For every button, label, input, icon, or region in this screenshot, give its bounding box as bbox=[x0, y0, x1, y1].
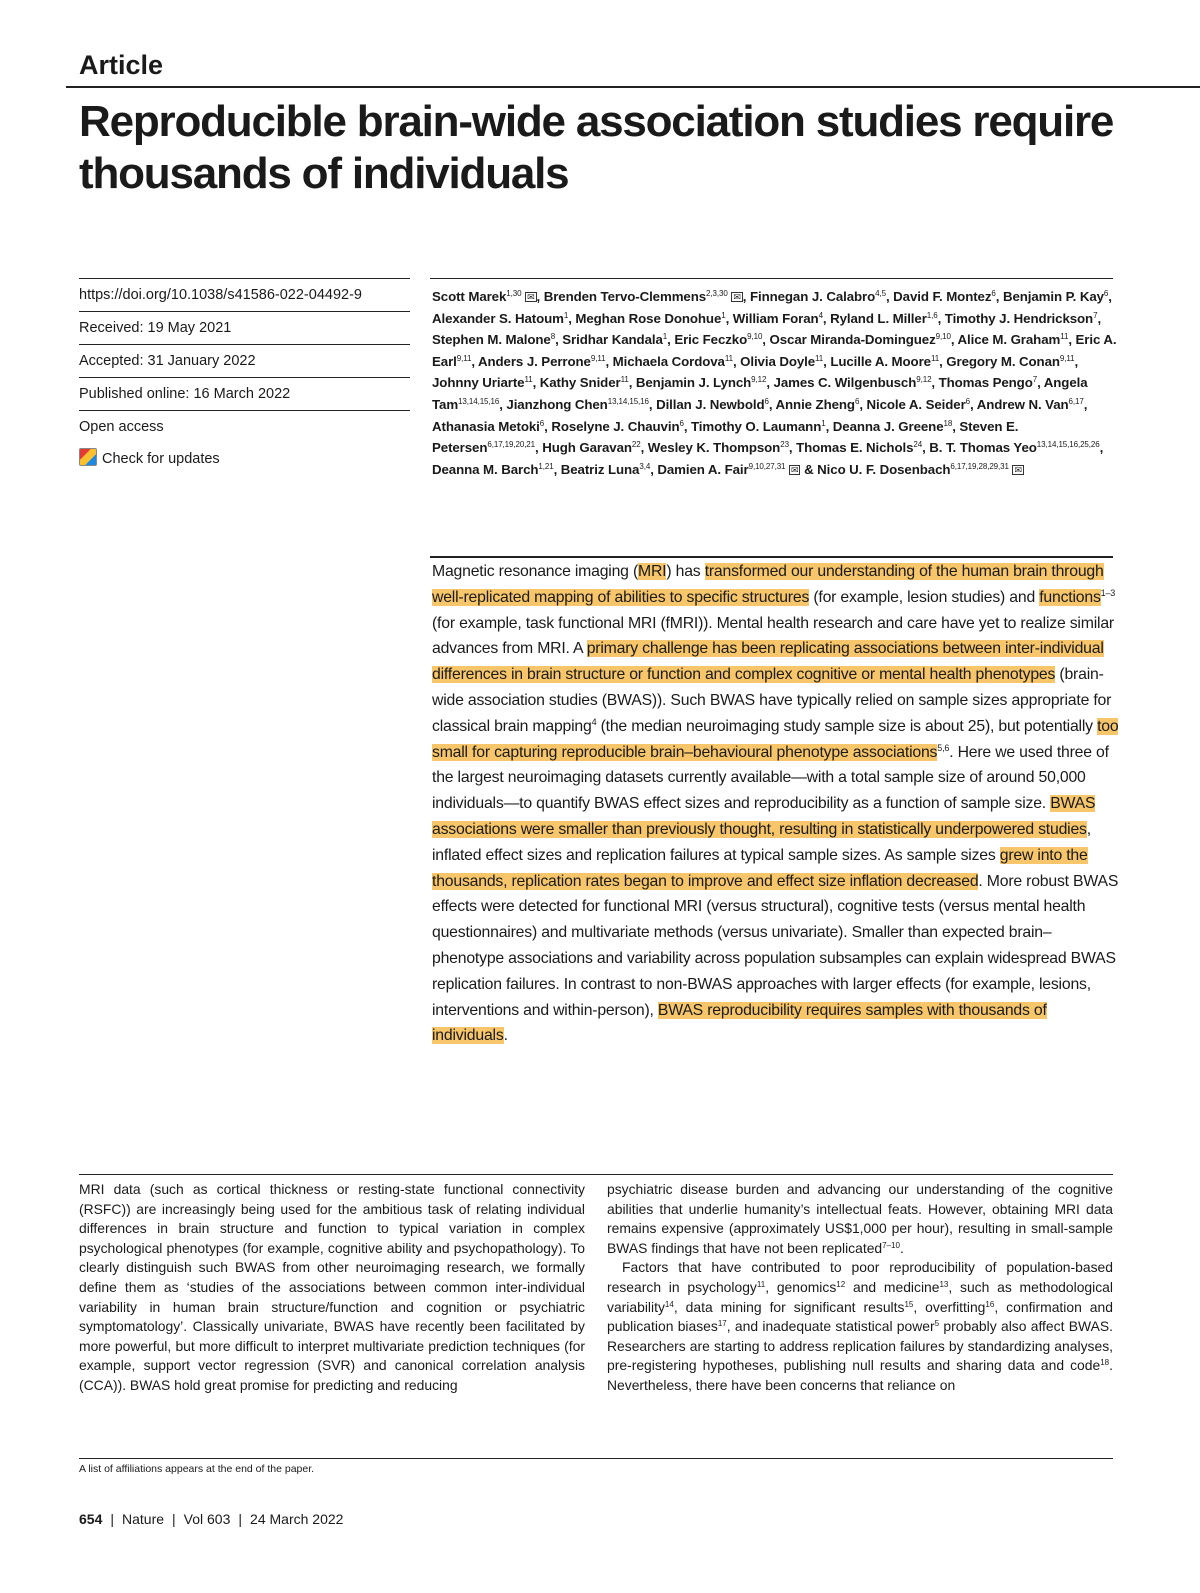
affiliation-note: A list of affiliations appears at the end of the paper. bbox=[79, 1463, 315, 1475]
author-list: Scott Marek$^{1,30}$ ✉ , Brenden Tervo-Clemmens$^{2,3,30}$ ✉ , Finnegan J. Calabro$^{4,5}$, David F. Montez$^6$, Benjamin P. Kay$^6$, Alexander S. Hatoum$^1$, Meghan Rose Donohue$^1$, William Foran$^4$, Ryland L. Miller$^{1,6}$, Timothy J. Hendrickson$^7$, Stephen M. Malone$^8$, Sridhar Kandala$^1$, Eric Feczko$^{9,10}$, Oscar Miranda-Dominguez$^{9,10}$, Alice M. Graham$^{11}$, Eric A. Earl$^{9,11}$, Anders J. Perrone$^{9,11}$, Michaela Cordova$^{11}$, Olivia Doyle$^{11}$, Lucille A. Moore$^{11}$, Gregory M. Conan$^{9,11}$, Johnny Uriarte$^{11}$, Kathy Snider$^{11}$, Benjamin J. Lynch$^{9,12}$, James C. Wilgenbusch$^{9,12}$, Thomas Pengo$^7$, Angela Tam$^{13,14,15,16}$, Jianzhong Chen$^{13,14,15,16}$, Dillan J. Newbold$^6$, Annie Zheng$^6$, Nicole A. Seider$^6$, Andrew N. Van$^{6,17}$, Athanasia Metoki$^6$, Roselyne J. Chauvin$^6$, Timothy O. Laumann$^1$, Deanna J. Greene$^{18}$, Steven E. Petersen$^{6,17,19,20,21}$, Hugh Garavan$^{22}$, Wesley K. Thompson$^{23}$, Thomas E. Nichols$^{24}$, B. T. Thomas Yeo$^{13,14,15,16,25,26}$, Deanna M. Barch$^{1,21}$, Beatriz Luna$^{3,4}$, Damien A. Fair$^{9,10,27,31}$ ✉ & Nico U. F. Dosenbach$^{6,17,19,28,29,31}$ ✉ bbox=[432, 289, 1117, 477]
authors-rule bbox=[430, 278, 1113, 279]
check-updates-icon bbox=[79, 448, 97, 466]
article-meta bbox=[79, 278, 410, 475]
issue-date: 24 March 2022 bbox=[250, 1511, 344, 1527]
section-label: Article bbox=[79, 50, 164, 80]
article-title: Reproducible brain-wide association studies require thousands of individuals bbox=[79, 97, 1114, 198]
published-date: Published online: 16 March 2022 bbox=[79, 377, 410, 410]
check-updates-label: Check for updates bbox=[102, 451, 220, 467]
body-column-right bbox=[607, 1180, 1113, 1396]
body-rule bbox=[79, 1174, 1113, 1175]
open-access: Open access bbox=[79, 410, 410, 443]
page-number: 654 bbox=[79, 1511, 103, 1527]
top-rule bbox=[66, 86, 1200, 88]
body-paragraph: MRI data (such as cortical thickness or resting-state functional connectivity (RSFC)) are increasingly being used for the ambitious task of relating individual differences in brain structure and function to typical variation in complex psychological phenotypes (for example, cognitive ability and psychopathology). To clearly distinguish such BWAS from other neuroimaging research, we formally define them as ‘studies of the associations between common inter-individual variability in human brain structure/function and cognition or psychiatric symptomatology’. Classically univariate, BWAS have recently been facilitated by more powerful, but more difficult to interpret multivariate prediction techniques (for example, support vector regression (SVR) and canonical correlation analysis (CCA)). BWAS hold great promise for predicting and reducing bbox=[79, 1181, 585, 1393]
page-footer: 654 | Nature | Vol 603 | 24 March 2022 bbox=[79, 1511, 344, 1527]
journal-name: Nature bbox=[122, 1511, 165, 1527]
accepted-date: Accepted: 31 January 2022 bbox=[79, 344, 410, 377]
volume: Vol 603 bbox=[183, 1511, 231, 1527]
doi-link[interactable]: https://doi.org/10.1038/s41586-022-04492-9 bbox=[79, 278, 410, 311]
body-column-left bbox=[79, 1180, 585, 1396]
check-updates-link[interactable] bbox=[79, 443, 410, 475]
body-paragraph: psychiatric disease burden and advancing our understanding of the cognitive abilities that underlie humanity’s intellectual feats. However, obtaining MRI data remains expensive (approximately US$1,000 per hour), resulting in small-sample BWAS findings that have not been replicated$^{7-10}$. bbox=[607, 1181, 1113, 1256]
affiliation-rule bbox=[79, 1458, 1113, 1459]
body-paragraph: Factors that have contributed to poor reproducibility of population-based research in psychology$^{11}$, genomics$^{12}$ and medicine$^{13}$, such as methodological variability$^{14}$, data mining for significant results$^{15}$, overfitting$^{16}$, confirmation and publication biases$^{17}$, and inadequate statistical power$^5$ probably also affect BWAS. Researchers are starting to address replication failures by standardizing analyses, pre-registering hypotheses, publishing null results and sharing data and code$^{18}$. Nevertheless, there have been concerns that reliance on bbox=[607, 1259, 1113, 1393]
received-date: Received: 19 May 2021 bbox=[79, 311, 410, 344]
abstract: Magnetic resonance imaging (MRI) has transformed our understanding of the human brain through well-replicated mapping of abilities to specific structures (for example, lesion studies) and functions$^{1-3}$ (for example, task functional MRI (fMRI)). Mental health research and care have yet to realize similar advances from MRI. A primary challenge has been replicating associations between inter-individual differences in brain structure or function and complex cognitive or mental health phenotypes (brain-wide association studies (BWAS)). Such BWAS have typically relied on sample sizes appropriate for classical brain mapping$^4$ (the median neuroimaging study sample size is about 25), but potentially too small for capturing reproducible brain–behavioural phenotype associations$^{5,6}$. Here we used three of the largest neuroimaging datasets currently available—with a total sample size of around 50,000 individuals—to quantify BWAS effect sizes and reproducibility as a function of sample size. BWAS associations were smaller than previously thought, resulting in statistically underpowered studies, inflated effect sizes and replication failures at typical sample sizes. As sample sizes grew into the thousands, replication rates began to improve and effect size inflation decreased. More robust BWAS effects were detected for functional MRI (versus structural), cognitive tests (versus mental health questionnaires) and multivariate methods (versus univariate). Smaller than expected brain–phenotype associations and variability across population subsamples can explain widespread BWAS replication failures. In contrast to non-BWAS approaches with larger effects (for example, lesions, interventions and within-person), BWAS reproducibility requires samples with thousands of individuals. bbox=[432, 563, 1119, 1045]
abstract-rule bbox=[430, 556, 1113, 558]
